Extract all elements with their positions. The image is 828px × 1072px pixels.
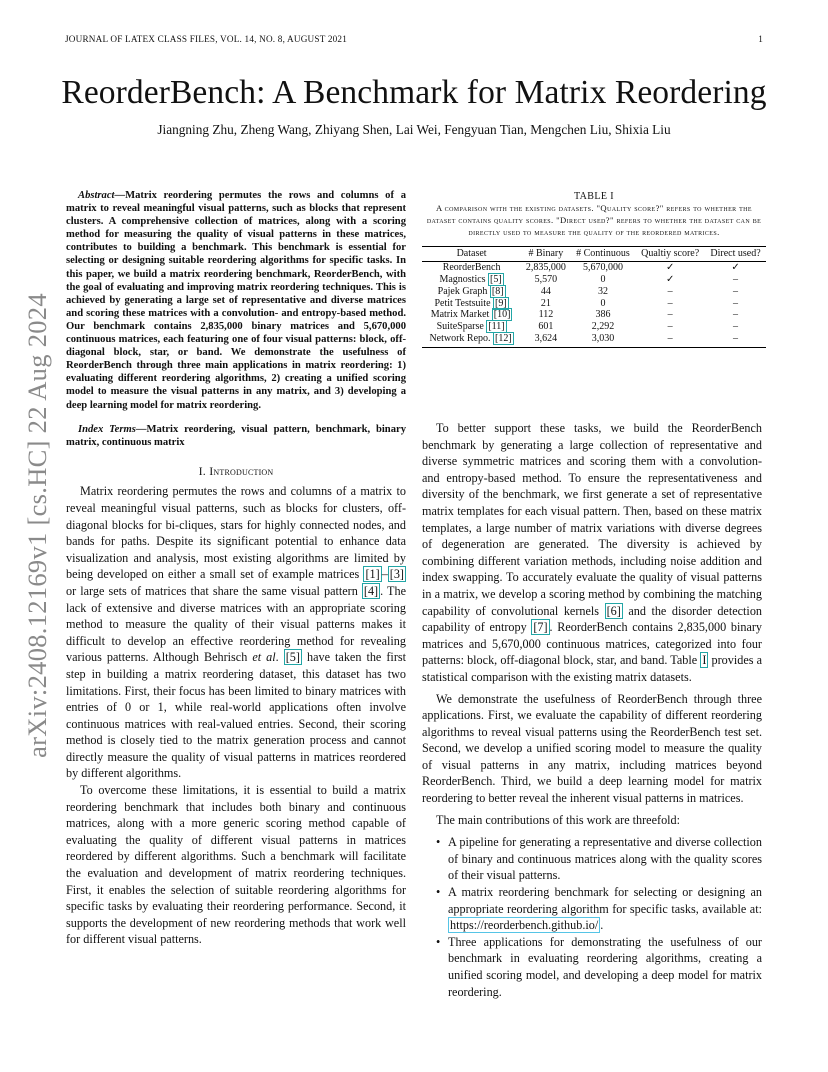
citation-link[interactable]: [9]: [495, 297, 507, 309]
benchmark-url-link[interactable]: https://reorderbench.github.io/: [450, 918, 599, 933]
citation-link[interactable]: [12]: [495, 333, 512, 345]
text-run: and the disorder detection capability of entropy: [422, 603, 763, 635]
cell-continuous: 2,292: [591, 321, 615, 333]
text-run: .: [275, 650, 284, 665]
index-terms: [66, 423, 406, 449]
index-terms-text: —Matrix reordering, visual pattern, benchmark, binary matrix, continuous matrix: [66, 423, 406, 448]
comparison-table: [422, 246, 766, 348]
left-column: [66, 189, 406, 948]
text-run: have taken the first step in building a matrix reordering dataset, this dataset has two limitations. First, their focus has been limited to binary matrices with entries of 0 or 1, while real-world applications often involve continuous matrices with real-valued entries. Second, their scoring method is closely tied to the matrix generation process and cannot directly measure the quality of visual patterns in matrices reordered by different algorithms.: [66, 650, 407, 781]
arxiv-watermark: [22, 280, 52, 770]
cell-direct: –: [733, 274, 738, 286]
right-paragraph-2: We demonstrate the usefulness of ReorderBench through three applications. First, we evaluate the capability of different reordering algorithms to reveal visual patterns using the ReorderBench test set. Second, we develop a unified scoring model to measure the quality of visual patterns in any matrix, including matrices beyond ReorderBench. Third, we build a deep learning model for matrix reordering to better reveal the inherent visual patterns in matrices.: [422, 691, 762, 806]
text-run: Matrix reordering permutes the rows and columns of a matrix to reveal meaningful visual patterns, such as blocks for clusters, off-diagonal blocks for bi-cliques, stars for highly connected nodes, and bands for paths. Despite its significant potential to enhance data visualization and analysis, most existing algorithms are limited by being developed on either a small set of example matrices: [66, 484, 406, 582]
citation-link[interactable]: [1]: [365, 567, 380, 582]
bullet-icon: •: [436, 835, 441, 850]
cell-quality: –: [667, 309, 673, 321]
citation-link[interactable]: [7]: [533, 620, 548, 635]
list-item: [422, 934, 762, 1000]
section-heading-introduction: [66, 463, 406, 480]
cell-direct: –: [733, 297, 738, 309]
abstract-text: —Matrix reordering permutes the rows and columns of a matrix to reveal meaningful visual patterns, such as blocks that represent clusters. A comprehensive collection of matrices, along with a scoring method for measuring the quality of visual patterns in these matrices, contributes to building a benchmark. This benchmark is essential for selecting or designing suitable reordering algorithms for specific tasks. In this paper, we build a matrix reordering benchmark, ReorderBench, with the goal of evaluating and improving matrix reordering techniques. This is achieved by generating a large set of representative and diverse matrices and scoring these matrices with a convolution- and entropy-based method. Our benchmark contains 2,835,000 binary matrices and 5,670,000 continuous matrices, each featuring one of four visual patterns: block, off-diagonal block, star, or band. We demonstrate the usefulness of ReorderBench through three main applications in matrix reordering: 1) evaluating different reordering algorithms, 2) creating a unified scoring model to measure the visual patterns in any matrix, and 3) developing a deep learning model for matrix reordering.: [66, 190, 406, 411]
text-run: provides a statistical comparison with the existing matrix datasets.: [422, 653, 763, 684]
cell-binary: 5,570: [534, 274, 558, 286]
table-row: [422, 298, 766, 310]
citation-link[interactable]: [8]: [491, 285, 504, 297]
dataset-name: Matrix Market: [430, 309, 492, 321]
dataset-name: Pajek Graph: [437, 285, 490, 297]
dataset-name: SuiteSparse: [436, 321, 487, 333]
table-row: [422, 333, 766, 347]
cell-quality: ✓: [665, 274, 675, 286]
text-run: To better support these tasks, we build the ReorderBench benchmark by generating a large collection of representative and diverse symmetric matrices and scoring them with a convolution- and entropy-based method. To ensure the representativeness and diversity of the benchmark, we first generate a set of representative matrix templates for each visual pattern. Then, based on these matrix templates, a large number of matrix variations with diverse degrees of degeneration are generated. The diversity is achieved by combining different variation methods, including noise addition and index swapping. To accurately evaluate the quality of visual patterns in a matrix, we develop a scoring method by combining the matching capability of convolutional kernels: [422, 421, 762, 618]
paper-title: ReorderBench: A Benchmark for Matrix Reordering: [61, 74, 767, 111]
citation-link[interactable]: [11]: [488, 321, 505, 333]
cell-direct: –: [733, 309, 738, 321]
list-item: [422, 884, 762, 934]
cell-continuous: 386: [595, 309, 611, 321]
index-terms-lead: Index Terms: [78, 423, 136, 435]
cell-binary: 44: [540, 285, 551, 297]
citation-link[interactable]: [5]: [490, 274, 502, 286]
cell-dataset: [422, 333, 521, 347]
dataset-name: Petit Testsuite: [434, 297, 494, 309]
dataset-name: ReorderBench: [442, 262, 501, 274]
column-header: Qualtiy score?: [635, 247, 705, 262]
list-item-text: Three applications for demonstrating the usefulness of our benchmark in evaluating reordering algorithms, creating a unified scoring model, and developing a deep model for matrix reordering.: [448, 934, 762, 999]
cell-quality: –: [635, 333, 705, 347]
cell-binary: 112: [538, 309, 554, 321]
citation-link[interactable]: [5]: [285, 650, 300, 665]
cell-continuous: 0: [600, 297, 606, 309]
column-header: Direct used?: [705, 247, 766, 262]
list-item-text: A matrix reordering benchmark for selecting or designing an appropriate reordering algorithm for specific tasks, available at:: [448, 885, 762, 916]
citation-link[interactable]: [10]: [493, 309, 511, 321]
citation-link[interactable]: [6]: [606, 603, 621, 618]
journal-name: JOURNAL OF LATEX CLASS FILES, VOL. 14, NO. 8, AUGUST 2021: [65, 34, 348, 44]
cell-continuous: 5,670,000: [582, 262, 623, 274]
table-row: [422, 321, 766, 333]
text-run: or large sets of matrices that share the same visual pattern: [66, 583, 362, 598]
cell-binary: 21: [540, 297, 551, 309]
italic-text: et al: [252, 650, 276, 665]
cell-continuous: 0: [600, 274, 606, 286]
arxiv-id: arXiv:2408.12169v1 [cs.HC] 22 Aug 2024: [21, 292, 52, 758]
column-header: # Continuous: [571, 247, 636, 262]
table-row: [422, 262, 766, 274]
text-run: –: [381, 567, 388, 582]
abstract: [66, 189, 406, 412]
intro-paragraph-1: [66, 483, 406, 782]
table-row: [422, 274, 766, 286]
cell-dataset: [422, 262, 521, 274]
list-item-text: .: [600, 918, 604, 933]
cell-quality: –: [667, 297, 673, 309]
table-comparison: [422, 191, 766, 348]
column-header: # Binary: [521, 247, 570, 262]
cell-direct: –: [733, 321, 738, 333]
table-row: [422, 309, 766, 321]
abstract-lead: Abstract: [78, 190, 115, 201]
page-number: 1: [758, 34, 763, 44]
cell-binary: 601: [538, 321, 554, 333]
cell-direct: –: [705, 333, 766, 347]
cell-quality: ✓: [665, 262, 675, 274]
section-number: I.: [198, 463, 207, 478]
contributions-intro: The main contributions of this work are threefold:: [436, 812, 681, 827]
contributions-list: [422, 834, 762, 1000]
section-title: Introduction: [209, 463, 274, 478]
column-header: Dataset: [422, 247, 521, 262]
right-paragraph-1: [422, 420, 762, 686]
running-header: [65, 34, 763, 48]
cell-quality: –: [667, 285, 673, 297]
text-run: . The lack of extensive and diverse matrices with an appropriate scoring method to measure the quality of their visual patterns makes it difficult to develop an effective reordering method for revealing various patterns. Although Behrisch: [66, 583, 406, 665]
citation-link[interactable]: [4]: [363, 583, 379, 598]
bullet-icon: •: [436, 885, 441, 900]
citation-link[interactable]: [3]: [389, 567, 404, 582]
cell-continuous: 3,030: [571, 333, 636, 347]
table-row: [422, 286, 766, 298]
dataset-name: Network Repo.: [429, 333, 494, 345]
text-run: . ReorderBench contains 2,835,000 binary matrices and 5,670,000 continuous matrices, categorized into four patterns: block, off-diagonal block, star, and band. Table: [422, 620, 762, 668]
author-list: Jiangning Zhu, Zheng Wang, Zhiyang Shen, Lai Wei, Fengyuan Tian, Mengchen Liu, Shixia Liu: [157, 122, 671, 137]
table-caption: A comparison with the existing datasets. "Quality score?" refers to whether the dataset contains quality scores. "Direct used?" refers to whether the dataset can be directly used to measure the quality of the reordered matrices.: [426, 203, 762, 238]
cell-direct: ✓: [731, 262, 740, 274]
cell-binary: 3,624: [521, 333, 570, 347]
right-column: [422, 420, 762, 1000]
intro-paragraph-2: To overcome these limitations, it is essential to build a matrix reordering benchmark that includes both binary and continuous matrices, along with a more generic scoring method capable of evaluating the quality of different visual patterns in matrices reordered by different algorithms. Such a benchmark will facilitate the evaluation and development of matrix reordering techniques. First, it enables the selection of suitable reordering algorithms for specific tasks by evaluating their reordering performance. Second, it supports the development of new reordering methods that work well for different visual patterns.: [66, 783, 406, 947]
cell-dataset: [422, 274, 521, 286]
dataset-name: Magnostics: [439, 274, 489, 286]
bullet-icon: •: [436, 934, 441, 949]
cell-dataset: [422, 286, 521, 298]
cell-direct: –: [733, 285, 738, 297]
table-label: TABLE I: [573, 191, 615, 202]
cell-continuous: 32: [597, 285, 608, 297]
cell-quality: –: [667, 321, 673, 333]
cell-binary: 2,835,000: [525, 262, 566, 274]
table-reference-link[interactable]: I: [702, 653, 707, 668]
list-item: [422, 834, 762, 884]
list-item-text: A pipeline for generating a representative and diverse collection of binary and continuous matrices along with the quality scores of their visual patterns.: [448, 835, 762, 883]
table-header-row: [422, 247, 766, 262]
